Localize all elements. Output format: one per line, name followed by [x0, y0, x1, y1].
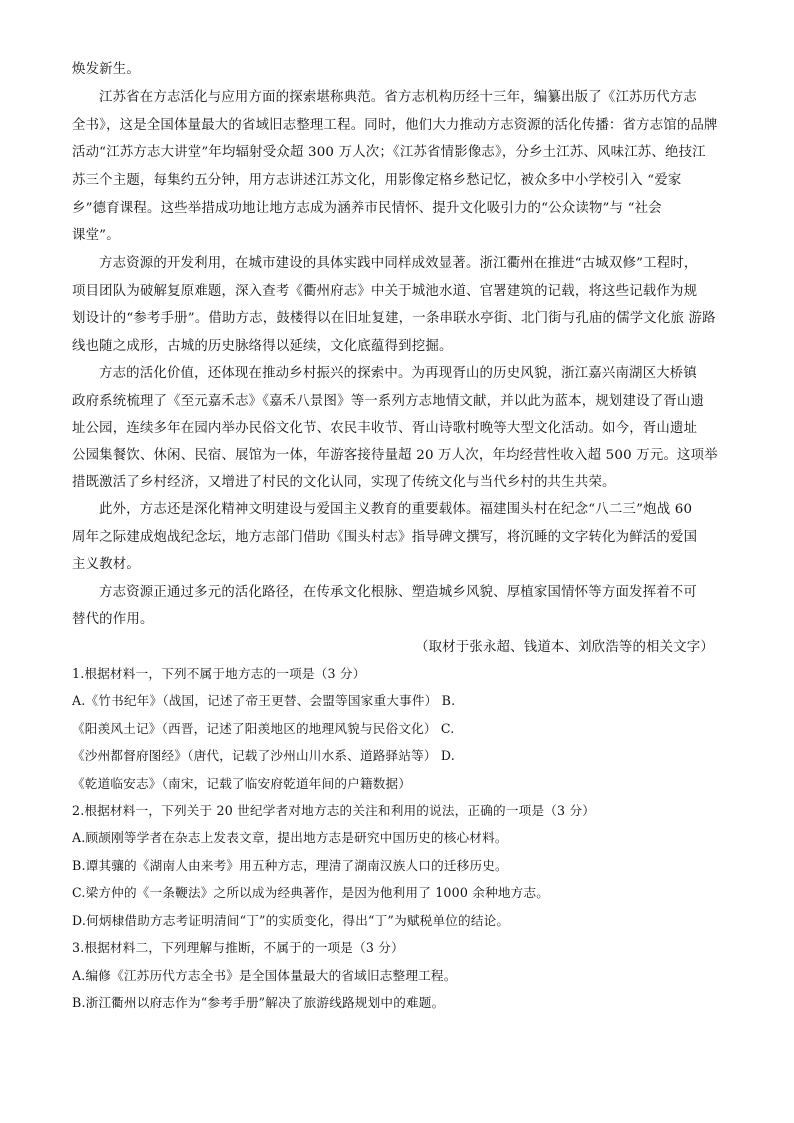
paragraph-line: 方志资源正通过多元的活化路径，在传承文化根脉、塑造城乡风貌、厚植家国情怀等方面发挥着不可 — [99, 585, 697, 600]
paragraph-line: 项目团队为破解复原难题，深入查考《衢州府志》中关于城池水道、官署建筑的记载，将这些记载作为规 — [72, 284, 698, 299]
paragraph-line: 址公园，连续多年在园内举办民俗文化节、农民丰收节、胥山诗歌村晚等大型文化活动。如今，胥山遗址 — [72, 421, 698, 436]
question-option: B.谭其骧的《湖南人由来考》用五种方志，理清了湖南汉族人口的迁移历史。 — [72, 858, 508, 873]
question-option: C.梁方仲的《一条鞭法》之所以成为经典著作，是因为他利用了 1000 余种地方志。 — [72, 885, 550, 900]
paragraph-line: 政府系统梳理了《至元嘉禾志》《嘉禾八景图》等一系列方志地情文献，并以此为蓝本，规划建设了胥山遗 — [72, 394, 705, 409]
paragraph-line: 全书》，这是全国体量最大的省域旧志整理工程。同时，他们大力推动方志资源的活化传播：省方志馆的品牌 — [72, 118, 718, 133]
paragraph-line: 苏三个主题，每集约五分钟，用方志讲述江苏文化，用影像定格乡愁记忆，被众多中小学校引入 “爱家 — [72, 173, 682, 188]
question-stem: 2.根据材料一，下列关于 20 世纪学者对地方志的关注和利用的说法，正确的一项是（3 分） — [72, 803, 596, 818]
paragraph-line: 周年之际建成炮战纪念坛，地方志部门借助《围头村志》指导碑文撰写，将沉睡的文字转化为鲜活的爱国 — [72, 530, 698, 545]
question-option: B.浙江衢州以府志作为“参考手册”解决了旅游线路规划中的难题。 — [72, 995, 445, 1010]
paragraph-line: 课堂”。 — [72, 228, 120, 243]
paragraph-line: 方志的活化价值，还体现在推动乡村振兴的探索中。为再现胥山的历史风貌，浙江嘉兴南湖区大桥镇 — [99, 366, 697, 381]
paragraph-line: 方志资源的开发利用，在城市建设的具体实践中同样成效显著。浙江衢州在推进“古城双修”工程时， — [99, 256, 698, 271]
paragraph-line: 焕发新生。 — [72, 62, 140, 77]
paragraph-line: 乡”德育课程。这些举措成功地让地方志成为涵养市民情怀、提升文化吸引力的“公众读物”与 “社会 — [72, 201, 662, 216]
paragraph-line: 措既激活了乡村经济，又增进了村民的文化认同，实现了传统文化与当代乡村的共生共荣。 — [72, 475, 616, 490]
paragraph-line: 线也随之成形，古城的历史脉络得以延续，文化底蕴得到挖掘。 — [72, 339, 453, 354]
question-option: A.《竹书纪年》（战国，记述了帝王更替、会盟等国家重大事件） B. — [72, 693, 456, 708]
question-stem: 1.根据材料一，下列不属于地方志的一项是（3 分） — [72, 666, 366, 681]
paragraph-line: 此外，方志还是深化精神文明建设与爱国主义教育的重要载体。福建围头村在纪念“八二三”炮战 60 — [99, 502, 693, 517]
question-stem: 3.根据材料二，下列理解与推断，不属于的一项是（3 分） — [72, 940, 404, 955]
paragraph-line: 活动“江苏方志大讲堂”年均辐射受众超 300 万人次；《江苏省情影像志》，分乡土江苏、风味江苏、绝技江 — [72, 145, 706, 160]
paragraph-line: 替代的作用。 — [72, 612, 154, 627]
question-option: A.编修《江苏历代方志全书》是全国体量最大的省域旧志整理工程。 — [72, 968, 457, 983]
paragraph-line: 江苏省在方志活化与应用方面的探索堪称典范。省方志机构历经十三年，编纂出版了《江苏历代方志 — [99, 90, 697, 105]
source-note: （取材于张永超、钱道本、刘欣浩等的相关文字） — [415, 640, 714, 655]
paragraph-line: 公园集餐饮、休闲、民宿、展馆为一体，年游客接待量超 20 万人次，年均经营性收入超 500 万元。这项举 — [72, 448, 718, 463]
question-option: 《阳羡风土记》（西晋，记述了阳羡地区的地理风貌与民俗文化） C. — [72, 721, 455, 736]
paragraph-line: 主义教材。 — [72, 557, 140, 572]
question-option: 《沙州都督府图经》（唐代，记载了沙州山川水系、道路驿站等） D. — [72, 748, 455, 763]
question-option: 《乾道临安志》（南宋，记载了临安府乾道年间的户籍数据） — [72, 776, 412, 791]
question-option: D.何炳棣借助方志考证明清间“丁”的实质变化，得出“丁”为赋税单位的结论。 — [72, 913, 510, 928]
paragraph-line: 划设计的“参考手册”。借助方志，鼓楼得以在旧址复建，一条串联水亭街、北门街与孔庙的儒学文化旅 游路 — [72, 311, 716, 326]
question-option: A.顾颉刚等学者在杂志上发表文章，提出地方志是研究中国历史的核心材料。 — [72, 830, 508, 845]
